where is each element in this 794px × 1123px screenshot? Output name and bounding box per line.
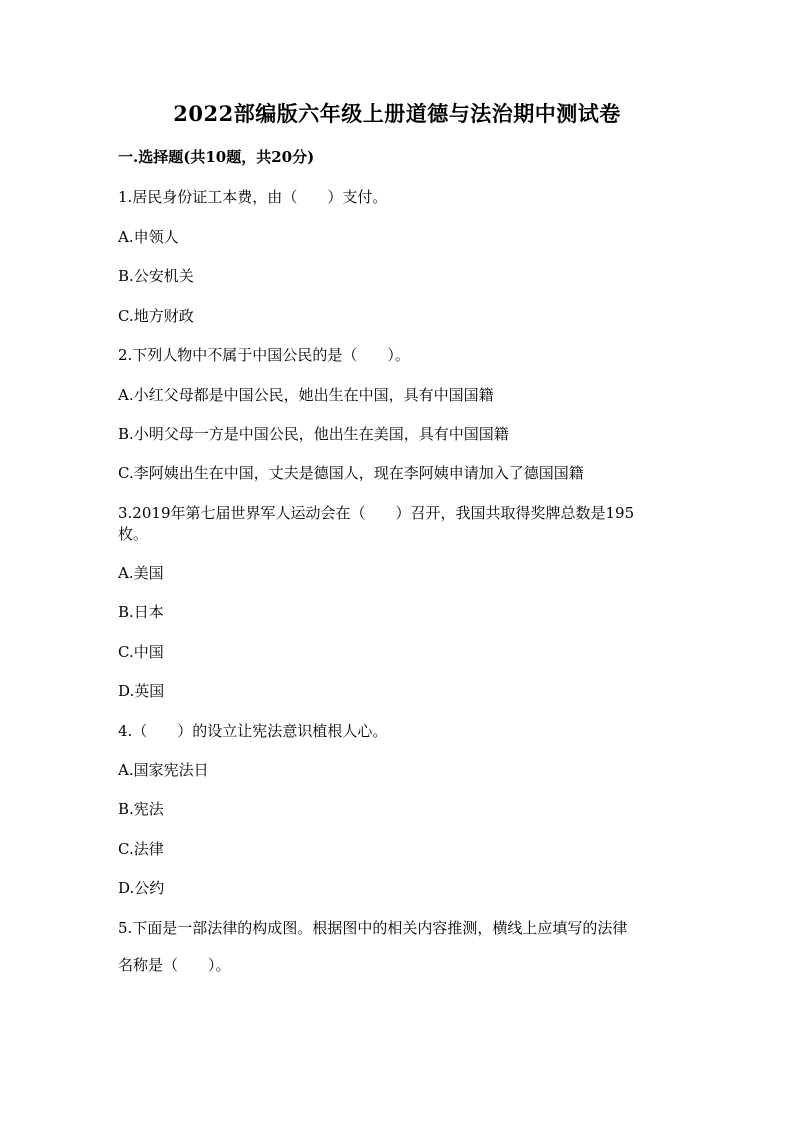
question-4-option-a: A.国家宪法日: [118, 761, 209, 779]
question-5-stem-line-2: 名称是（ ）。: [118, 956, 231, 974]
question-4-option-d: D.公约: [118, 879, 165, 897]
section-heading: 一.选择题(共10题，共20分): [118, 148, 315, 166]
question-1-stem: 1.居民身份证工本费，由（ ）支付。: [118, 188, 388, 206]
page-title: 2022部编版六年级上册道德与法治期中测试卷: [173, 101, 621, 126]
question-3-option-b: B.日本: [118, 603, 164, 621]
question-5-stem-line-1: 5.下面是一部法律的构成图。根据图中的相关内容推测，横线上应填写的法律: [118, 919, 628, 937]
question-1-option-b: B.公安机关: [118, 267, 194, 285]
question-1-option-a: A.申领人: [118, 228, 179, 246]
question-2-stem: 2.下列人物中不属于中国公民的是（ ）。: [118, 346, 410, 364]
question-2-option-c: C.李阿姨出生在中国，丈夫是德国人，现在李阿姨申请加入了德国国籍: [118, 464, 584, 482]
question-4-stem: 4.（ ）的设立让宪法意识植根人心。: [118, 722, 388, 740]
question-3-option-c: C.中国: [118, 643, 164, 661]
question-3-option-d: D.英国: [118, 682, 165, 700]
question-3-stem-line-2: 枚。: [118, 525, 149, 543]
question-3-stem-line-1: 3.2019年第七届世界军人运动会在（ ）召开，我国共取得奖牌总数是195: [118, 504, 635, 522]
question-2-option-a: A.小红父母都是中国公民，她出生在中国，具有中国国籍: [118, 386, 494, 404]
question-4-option-b: B.宪法: [118, 800, 164, 818]
question-4-option-c: C.法律: [118, 840, 164, 858]
question-2-option-b: B.小明父母一方是中国公民，他出生在美国，具有中国国籍: [118, 425, 509, 443]
question-3-option-a: A.美国: [118, 564, 164, 582]
question-1-option-c: C.地方财政: [118, 307, 194, 325]
